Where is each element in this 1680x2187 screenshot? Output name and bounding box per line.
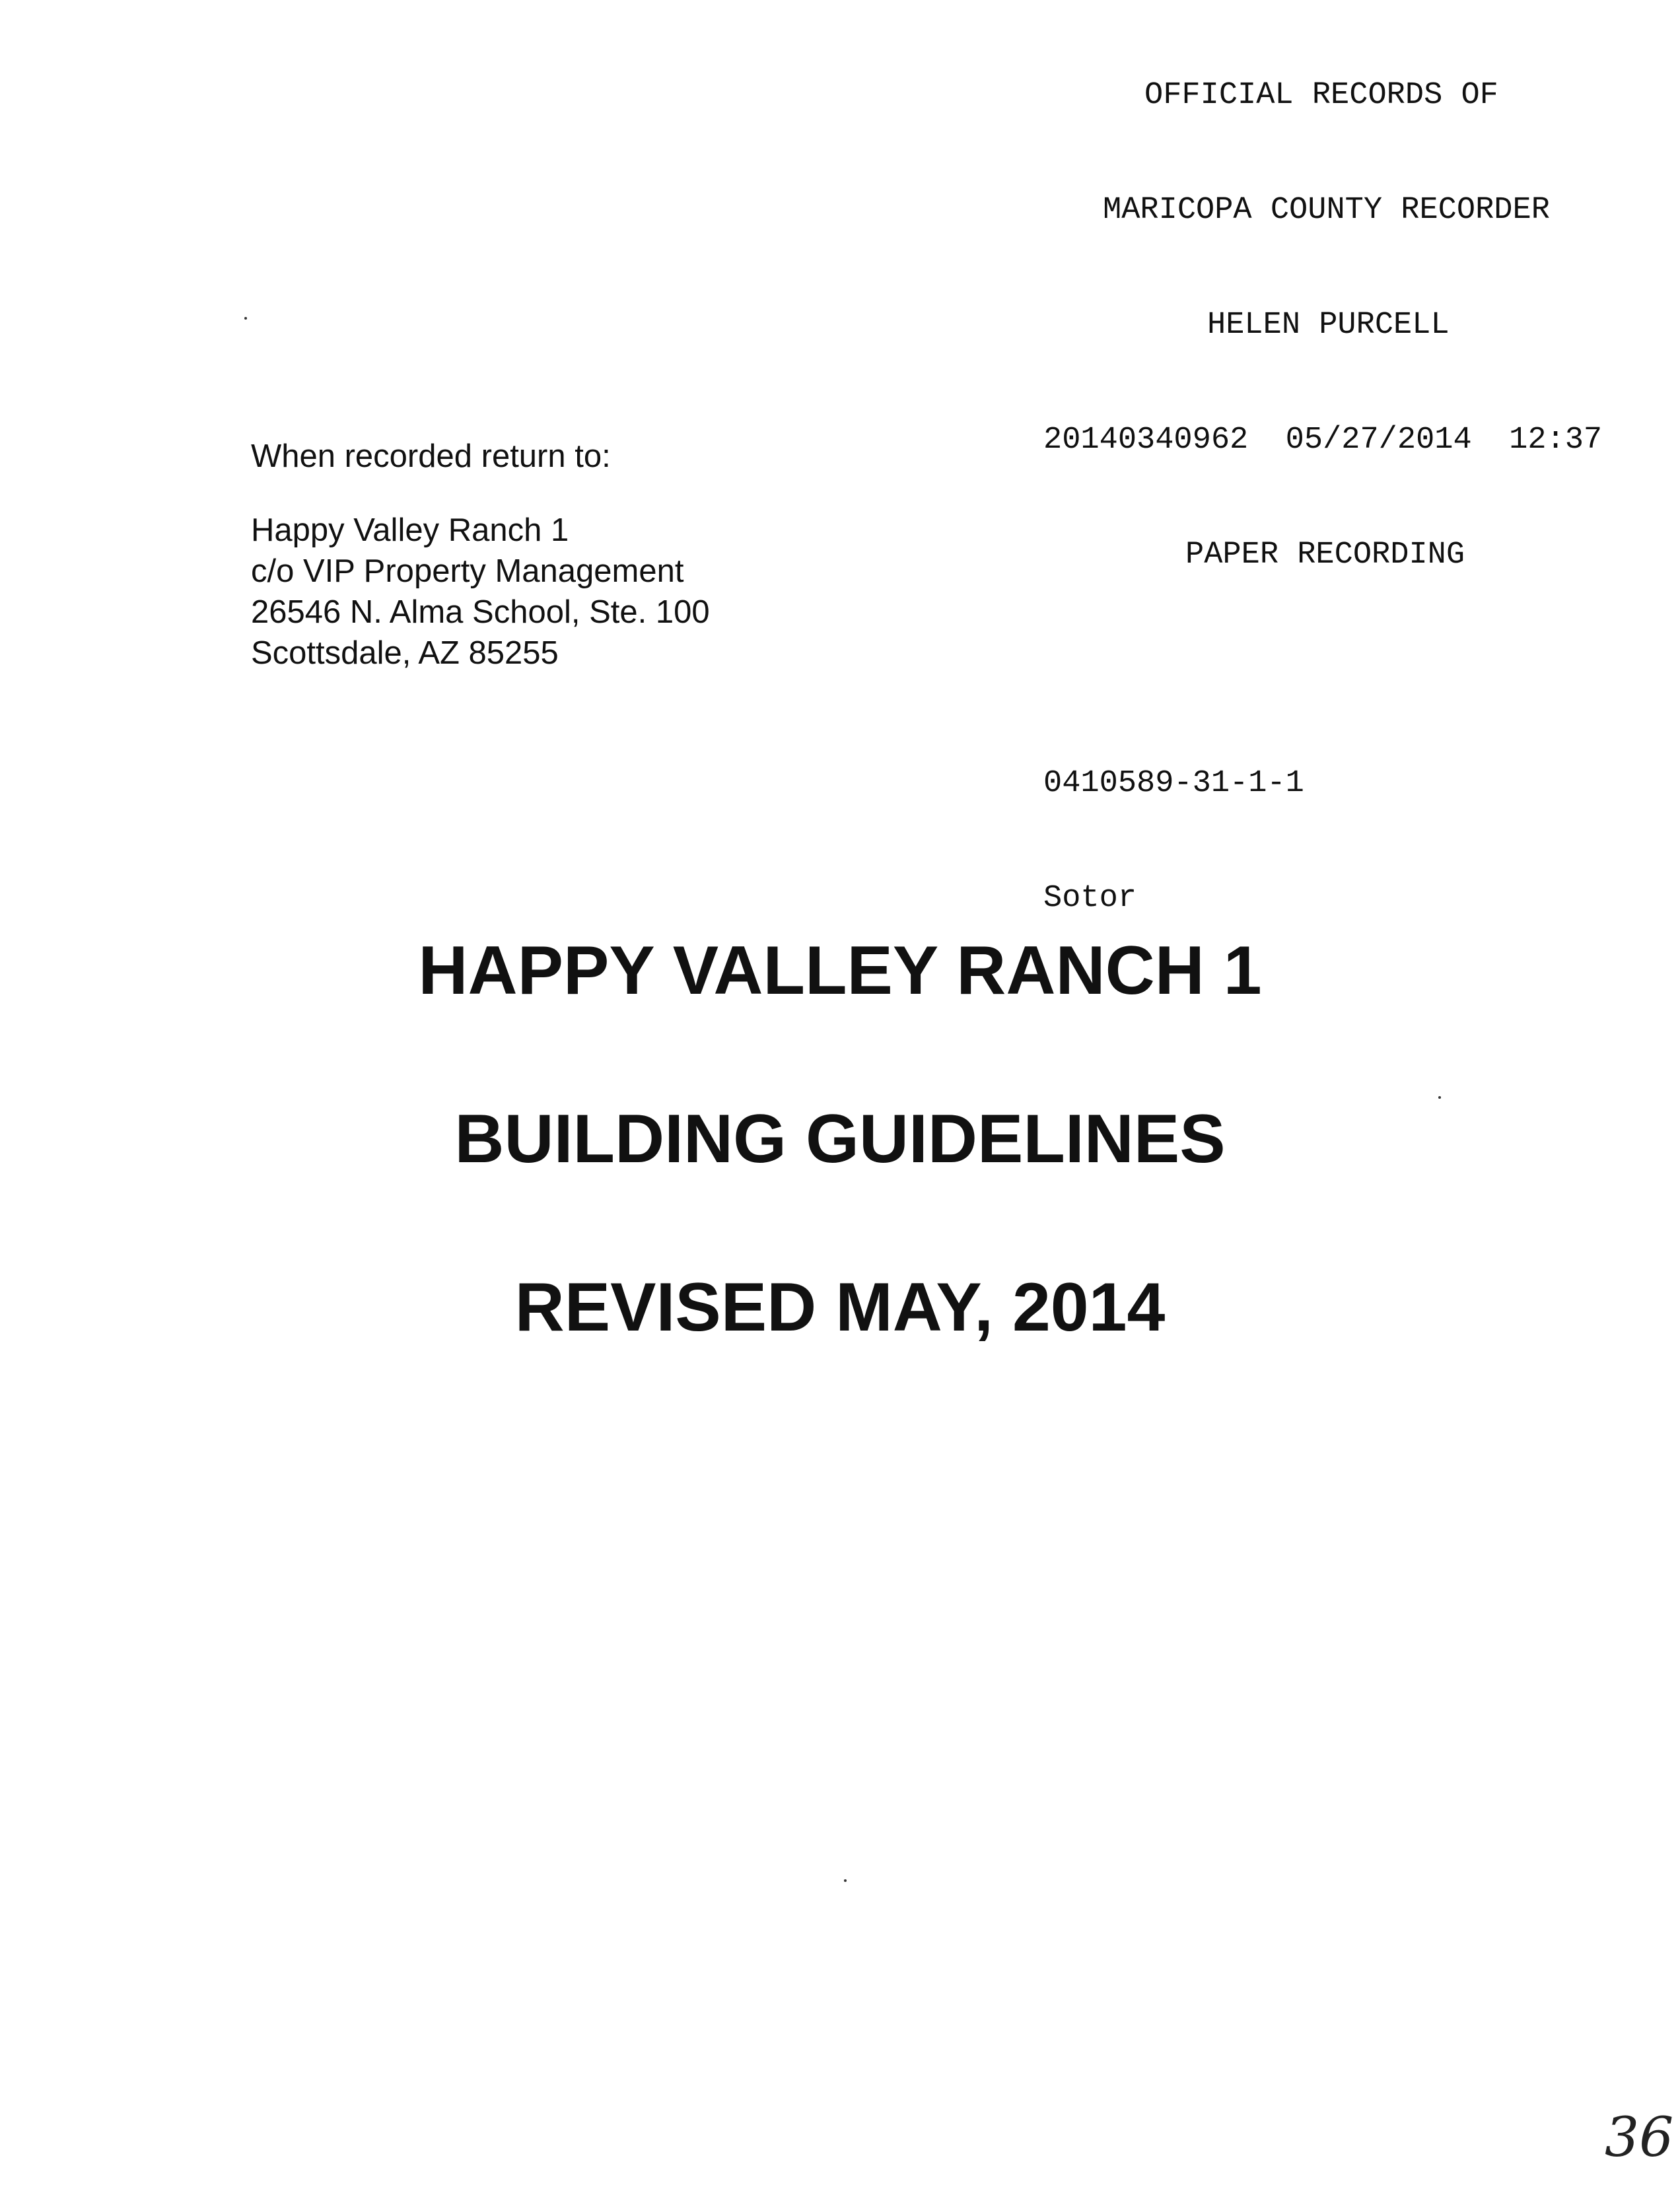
title-revision-date: REVISED MAY, 2014 [514, 1269, 1166, 1346]
scan-speck [244, 317, 247, 320]
stamp-recorder-name: HELEN PURCELL [1207, 308, 1450, 343]
recording-stamp [1043, 0, 1664, 956]
stamp-record-number-date-time: 20140340962 05/27/2014 12:37 [1043, 423, 1603, 458]
title-document-type: BUILDING GUIDELINES [454, 1101, 1226, 1177]
scan-speck [844, 1879, 847, 1882]
return-name: Happy Valley Ranch 1 [251, 512, 569, 548]
handwritten-page-mark: 36 [1605, 2106, 1674, 2169]
return-heading: When recorded return to: [251, 438, 611, 474]
stamp-county-recorder: MARICOPA COUNTY RECORDER [1103, 193, 1550, 228]
title-community-name: HAPPY VALLEY RANCH 1 [418, 932, 1262, 1009]
scan-speck [1438, 1096, 1441, 1099]
return-street: 26546 N. Alma School, Ste. 100 [251, 594, 710, 630]
stamp-official-records: OFFICIAL RECORDS OF [1144, 78, 1498, 113]
stamp-recording-type: PAPER RECORDING [1185, 538, 1465, 573]
return-address-block [251, 436, 710, 674]
document-title [0, 931, 1680, 1436]
return-city: Scottsdale, AZ 85255 [251, 635, 559, 671]
return-care-of: c/o VIP Property Management [251, 553, 684, 589]
stamp-clerk-name: Sotor [1043, 881, 1137, 916]
stamp-reference-code: 0410589-31-1-1 [1043, 766, 1304, 801]
